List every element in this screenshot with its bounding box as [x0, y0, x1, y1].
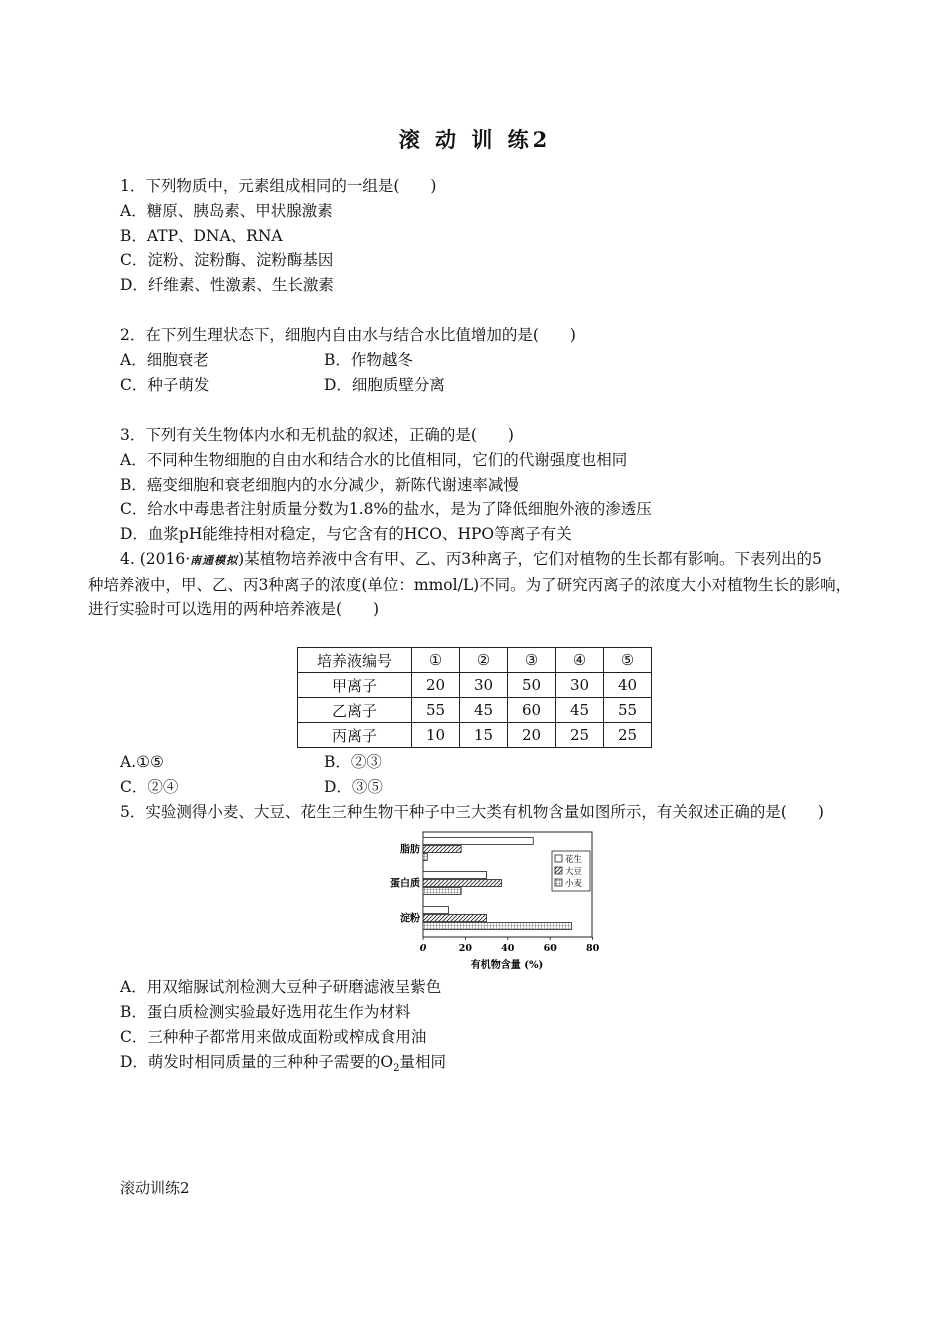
table-cell: 55	[604, 698, 652, 723]
q5-option-a: A．用双缩脲试剂检测大豆种子研磨滤液呈紫色	[120, 978, 442, 996]
x-tick-label: 20	[458, 943, 473, 954]
q1-option-d: D．纤维素、性激素、生长激素	[120, 276, 334, 294]
category-label: 脂肪	[400, 844, 420, 856]
q5-option-c: C．三种种子都常用来做成面粉或榨成食用油	[120, 1028, 427, 1046]
q5-option-d-tail: 量相同	[399, 1053, 447, 1071]
page-title: 滚 动 训 练2	[398, 127, 552, 152]
table-header-cell: ①	[412, 648, 460, 673]
table-cell: 丙离子	[298, 723, 412, 748]
q5-option-b: B．蛋白质检测实验最好选用花生作为材料	[120, 1003, 411, 1021]
table-header-cell: ②	[460, 648, 508, 673]
x-axis-label: 有机物含量 (%)	[470, 960, 544, 971]
table-cell: 45	[556, 698, 604, 723]
table-row	[298, 698, 652, 723]
table-cell: 25	[556, 723, 604, 748]
legend-label: 大豆	[565, 867, 583, 877]
q4-stem-line2: 种培养液中，甲、乙、丙3种离子的浓度(单位：mmol/L)不同。为了研究丙离子的浓度大小对植物生长的影响，	[88, 576, 852, 594]
table-cell: 10	[412, 723, 460, 748]
legend-swatch	[555, 867, 562, 874]
q3-stem: 3．下列有关生物体内水和无机盐的叙述，正确的是( )	[120, 426, 514, 444]
q1-option-a: A．糖原、胰岛素、甲状腺激素	[120, 202, 333, 220]
table-cell: 乙离子	[298, 698, 412, 723]
bar-大豆-脂肪	[423, 846, 461, 853]
q4-source: 南通模拟	[190, 554, 239, 567]
table-cell: 15	[460, 723, 508, 748]
q1-stem: 1．下列物质中，元素组成相同的一组是( )	[120, 177, 437, 195]
bar-大豆-蛋白质	[423, 880, 501, 887]
q4-option-c: C．②④	[120, 778, 179, 796]
legend-label: 花生	[565, 855, 583, 865]
bar-小麦-淀粉	[423, 923, 571, 930]
q3-option-d: D．血浆pH能维持相对稳定，与它含有的HCO、HPO等离子有关	[120, 525, 572, 543]
q5-option-d-text: D．萌发时相同质量的三种种子需要的O	[120, 1053, 394, 1071]
table-cell: 30	[556, 673, 604, 698]
q5-option-d-subscript: 2	[393, 1063, 400, 1075]
table-cell: 20	[508, 723, 556, 748]
table-cell: 55	[412, 698, 460, 723]
q3-option-a: A．不同种生物细胞的自由水和结合水的比值相同，它们的代谢强度也相同	[120, 451, 628, 469]
bar-小麦-蛋白质	[423, 888, 461, 895]
table-header-cell: 培养液编号	[298, 648, 412, 673]
organic-content-chart	[370, 826, 610, 974]
table-header-cell: ③	[508, 648, 556, 673]
q3-option-b: B．癌变细胞和衰老细胞内的水分减少，新陈代谢速率减慢	[120, 476, 519, 494]
q1-option-c: C．淀粉、淀粉酶、淀粉酶基因	[120, 251, 334, 269]
q5-stem: 5．实验测得小麦、大豆、花生三种生物干种子中三大类有机物含量如图所示，有关叙述正确的是( )	[120, 803, 824, 821]
bar-小麦-脂肪	[423, 854, 427, 861]
q4-table	[297, 647, 652, 748]
q2-option-a: A．细胞衰老	[120, 351, 209, 369]
q4-line1-rest: )某植物培养液中含有甲、乙、丙3种离子，它们对植物的生长都有影响。下表列出的5	[238, 550, 822, 568]
q2-option-c: C．种子萌发	[120, 376, 210, 394]
q2-option-d: D．细胞质壁分离	[324, 376, 445, 394]
table-row	[298, 673, 652, 698]
legend-label: 小麦	[565, 879, 583, 889]
bar-大豆-淀粉	[423, 915, 487, 922]
bar-花生-蛋白质	[423, 872, 487, 879]
q4-option-d: D．③⑤	[324, 778, 383, 796]
category-label: 淀粉	[400, 913, 420, 925]
table-cell: 50	[508, 673, 556, 698]
table-cell: 60	[508, 698, 556, 723]
q5-option-d	[120, 1052, 446, 1079]
legend-swatch	[555, 879, 562, 886]
bar-花生-脂肪	[423, 838, 533, 845]
legend-swatch	[555, 855, 562, 862]
q4-option-b: B．②③	[324, 753, 382, 771]
q4-number: 4. (2016·	[120, 550, 191, 568]
q1-option-b: B．ATP、DNA、RNA	[120, 227, 283, 245]
table-row	[298, 723, 652, 748]
q4-stem-line3: 进行实验时可以选用的两种培养液是( )	[88, 600, 380, 618]
q3-option-c: C．给水中毒患者注射质量分数为1.8%的盐水，是为了降低细胞外液的渗透压	[120, 500, 652, 518]
table-header-row	[298, 648, 652, 673]
table-header-cell: ④	[556, 648, 604, 673]
footer-label: 滚动训练2	[120, 1179, 190, 1197]
x-tick-label: 40	[501, 943, 515, 954]
table-cell: 30	[460, 673, 508, 698]
q4-option-a: A.①⑤	[120, 753, 164, 771]
q4-stem-line1	[120, 549, 822, 571]
table-header-cell: ⑤	[604, 648, 652, 673]
x-tick-label: 0	[419, 943, 427, 954]
category-label: 蛋白质	[390, 878, 420, 890]
table-cell: 20	[412, 673, 460, 698]
table-cell: 45	[460, 698, 508, 723]
x-tick-label: 60	[543, 943, 557, 954]
bar-花生-淀粉	[423, 907, 448, 914]
table-cell: 40	[604, 673, 652, 698]
x-tick-label: 80	[585, 943, 600, 954]
table-cell: 甲离子	[298, 673, 412, 698]
q2-option-b: B．作物越冬	[324, 351, 413, 369]
q2-stem: 2．在下列生理状态下，细胞内自由水与结合水比值增加的是( )	[120, 326, 576, 344]
table-cell: 25	[604, 723, 652, 748]
